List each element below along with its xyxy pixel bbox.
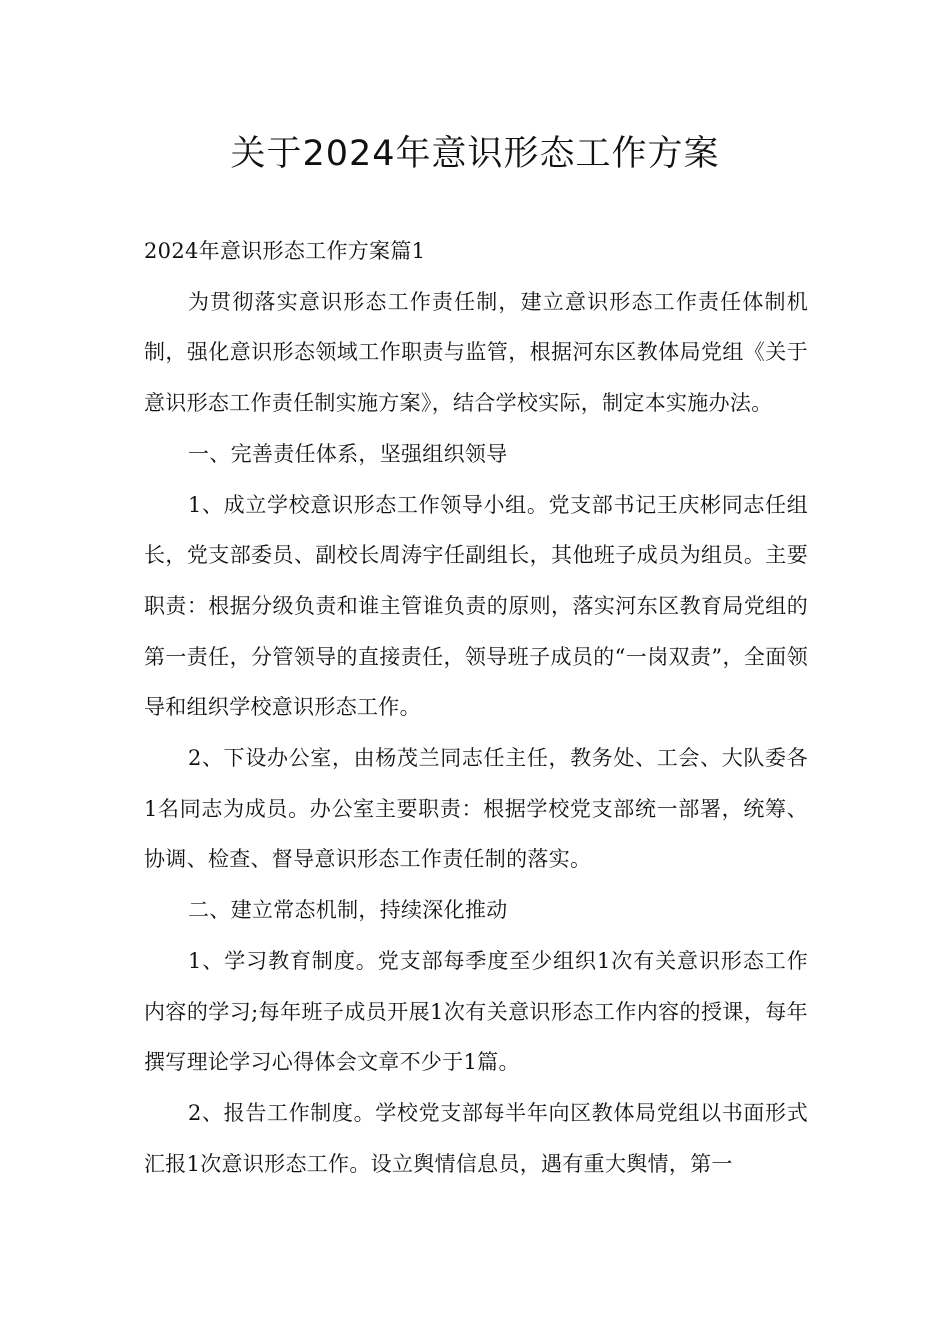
paragraph-1-1: 1、成立学校意识形态工作领导小组。党支部书记王庆彬同志任组长，党支部委员、副校长周涛宇任副组长，其他班子成员为组员。主要职责：根据分级负责和谁主管谁负责的原则，落实河东区教育局党组的第一责任，分管领导的直接责任，领导班子成员的“一岗双责”，全面领导和组织学校意识形态工作。 <box>144 492 808 720</box>
document-title: 关于2024年意识形态工作方案 <box>230 134 720 174</box>
document-subtitle: 2024年意识形态工作方案篇1 <box>144 239 426 263</box>
document-body <box>144 226 808 1189</box>
section-heading-2: 二、建立常态机制，持续深化推动 <box>188 898 508 923</box>
paragraph-2-2: 2、报告工作制度。学校党支部每半年向区教体局党组以书面形式汇报1次意识形态工作。设立舆情信息员，遇有重大舆情，第一 <box>144 1100 808 1176</box>
section-heading-1: 一、完善责任体系，坚强组织领导 <box>188 441 508 466</box>
paragraph-intro: 为贯彻落实意识形态工作责任制，建立意识形态工作责任体制机制，强化意识形态领域工作职责与监管，根据河东区教体局党组《关于意识形态工作责任制实施方案》，结合学校实际，制定本实施办法。 <box>144 289 808 416</box>
paragraph-1-2: 2、下设办公室，由杨茂兰同志任主任，教务处、工会、大队委各1名同志为成员。办公室主要职责：根据学校党支部统一部署，统筹、协调、检查、督导意识形态工作责任制的落实。 <box>144 746 808 872</box>
paragraph-2-1: 1、学习教育制度。党支部每季度至少组织1次有关意识形态工作内容的学习;每年班子成员开展1次有关意识形态工作内容的授课，每年撰写理论学习心得体会文章不少于1篇。 <box>144 948 808 1075</box>
